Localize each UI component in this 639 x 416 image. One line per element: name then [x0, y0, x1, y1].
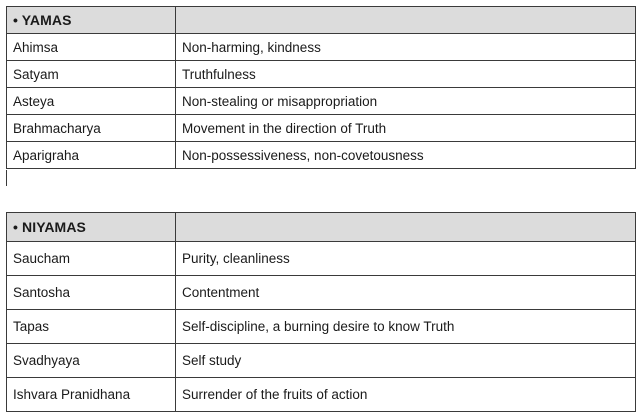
- yama-term: Ahimsa: [7, 34, 176, 61]
- table-row: [7, 115, 636, 142]
- yama-term: Satyam: [7, 61, 176, 88]
- yamas-header-blank: [176, 7, 636, 34]
- table-row: [7, 88, 636, 115]
- table-row: [7, 61, 636, 88]
- yamas-header-title: • YAMAS: [7, 7, 176, 34]
- niyama-meaning: Surrender of the fruits of action: [176, 378, 636, 412]
- niyamas-table: [6, 212, 636, 412]
- table-row: [7, 344, 636, 378]
- table-row: [7, 142, 636, 169]
- yama-term: Brahmacharya: [7, 115, 176, 142]
- yama-term: Asteya: [7, 88, 176, 115]
- table-divider-stub: [6, 170, 7, 186]
- table-row: [7, 276, 636, 310]
- niyama-meaning: Self study: [176, 344, 636, 378]
- table-row: [7, 34, 636, 61]
- yama-term: Aparigraha: [7, 142, 176, 169]
- niyama-term: Saucham: [7, 242, 176, 276]
- table-row: [7, 310, 636, 344]
- niyamas-header-row: [7, 213, 636, 242]
- niyama-term: Svadhyaya: [7, 344, 176, 378]
- niyamas-header-title: • NIYAMAS: [7, 213, 176, 242]
- yama-meaning: Non-possessiveness, non-covetousness: [176, 142, 636, 169]
- table-row: [7, 242, 636, 276]
- table-row: [7, 378, 636, 412]
- niyamas-header-blank: [176, 213, 636, 242]
- niyama-term: Santosha: [7, 276, 176, 310]
- yama-meaning: Non-harming, kindness: [176, 34, 636, 61]
- yama-meaning: Non-stealing or misappropriation: [176, 88, 636, 115]
- yama-meaning: Movement in the direction of Truth: [176, 115, 636, 142]
- niyama-meaning: Contentment: [176, 276, 636, 310]
- yama-meaning: Truthfulness: [176, 61, 636, 88]
- niyama-meaning: Purity, cleanliness: [176, 242, 636, 276]
- niyama-term: Ishvara Pranidhana: [7, 378, 176, 412]
- niyama-meaning: Self-discipline, a burning desire to know Truth: [176, 310, 636, 344]
- yamas-header-row: [7, 7, 636, 34]
- yamas-table: [6, 6, 636, 169]
- niyama-term: Tapas: [7, 310, 176, 344]
